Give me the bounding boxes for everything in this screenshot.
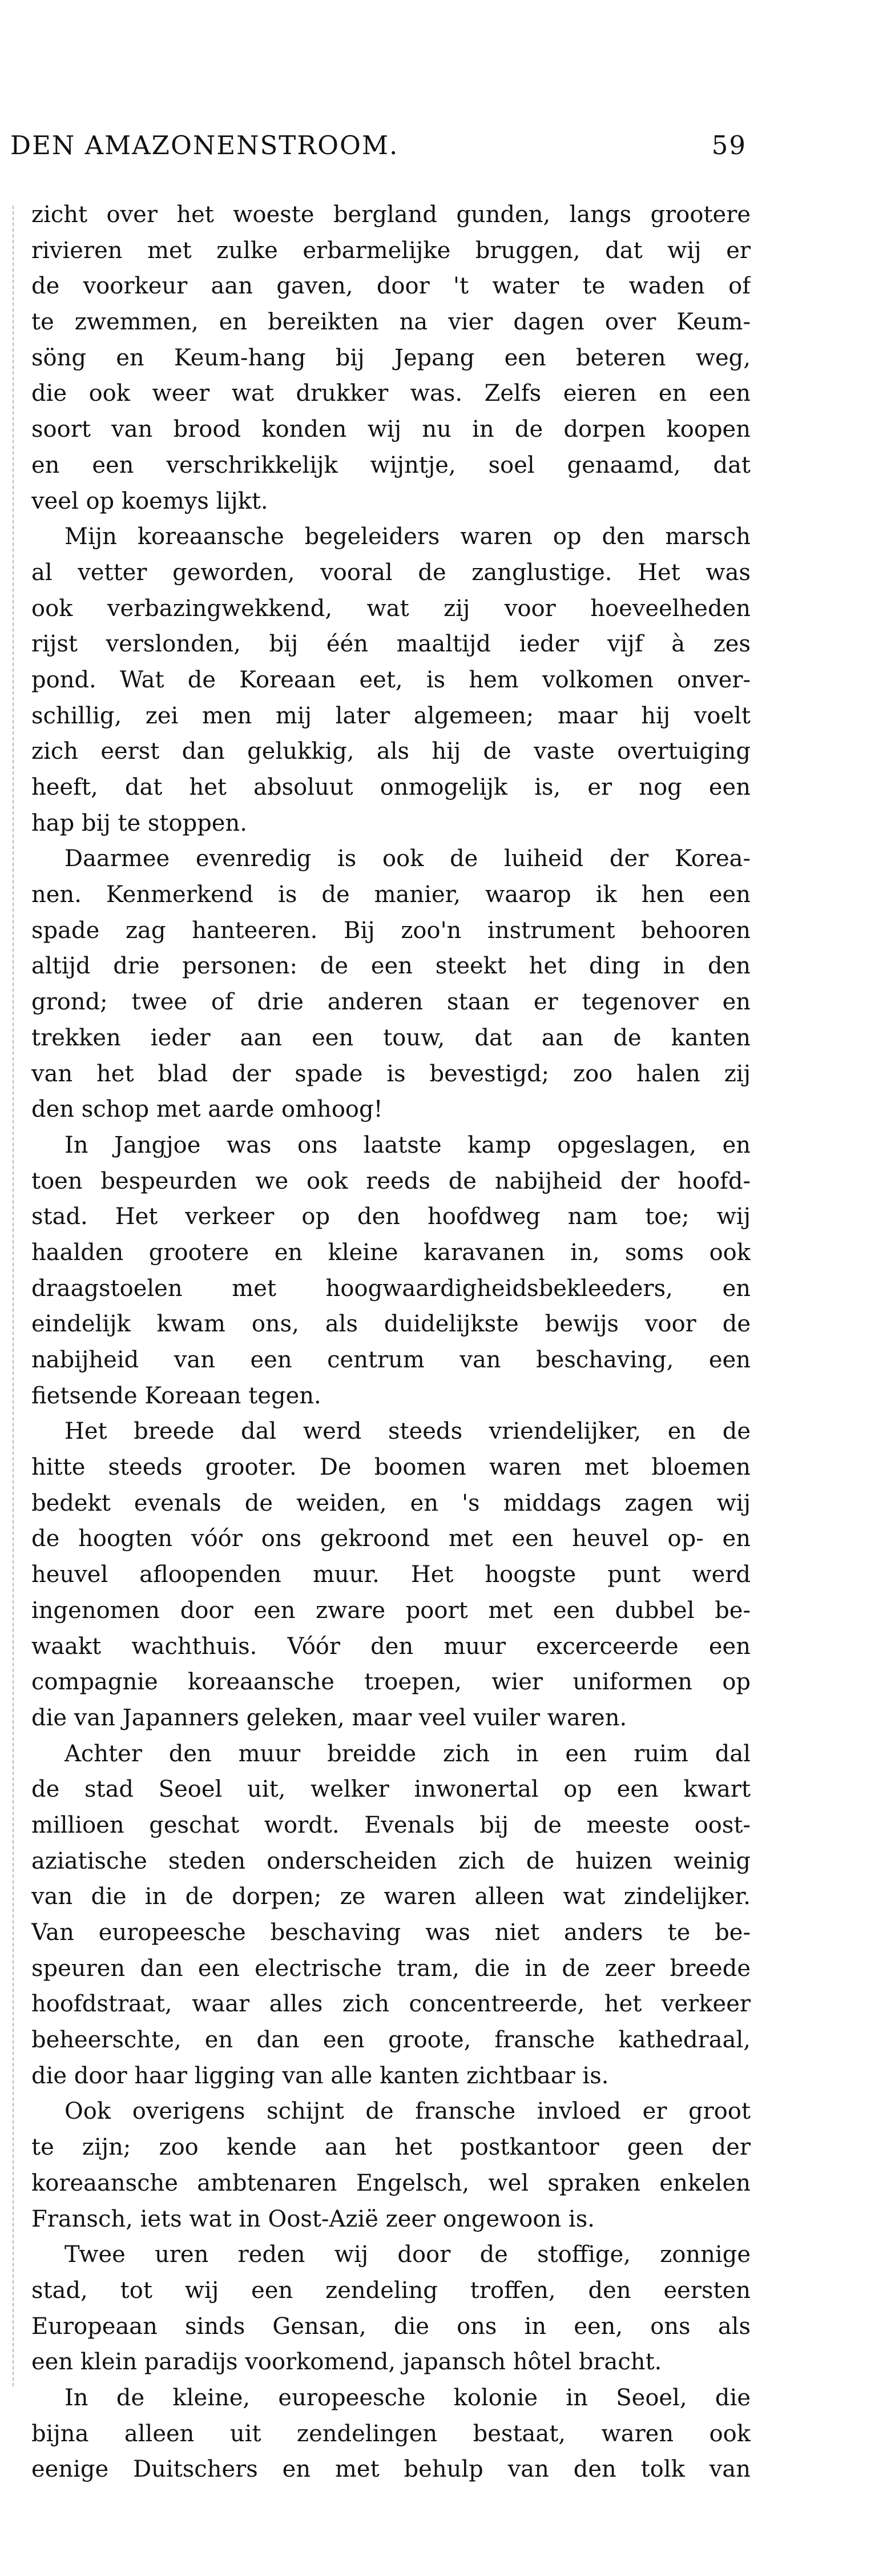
text-line: beheerschte, en dan een groote, fransche kathedraal, — [31, 2027, 751, 2054]
text-line: te zijn; zoo kende aan het postkantoor geen der — [31, 2134, 751, 2161]
text-line: stad, tot wij een zendeling troffen, den eersten — [31, 2277, 751, 2304]
text-line: altijd drie personen: de een steekt het ding in den — [31, 953, 751, 980]
text-line: en een verschrikkelijk wijntje, soel genaamd, dat — [31, 452, 751, 478]
text-line: koreaansche ambtenaren Engelsch, wel spraken enkelen — [31, 2170, 751, 2196]
text-line: rivieren met zulke erbarmelijke bruggen, dat wij er — [31, 237, 751, 264]
text-line: de voorkeur aan gaven, door 't water te waden of — [31, 273, 751, 300]
text-line: hoofdstraat, waar alles zich concentreerde, het verkeer — [31, 1991, 751, 2018]
text-line: söng en Keum-hang bij Jepang een beteren weg, — [31, 344, 751, 371]
text-line: al vetter geworden, vooral de zanglustige. Het was — [31, 559, 751, 586]
text-line: Het breede dal werd steeds vriendelijker, en de — [64, 1418, 751, 1445]
text-line: Achter den muur breidde zich in een ruim dal — [64, 1740, 751, 1767]
text-line: rijst verslonden, bij één maaltijd ieder vijf à zes — [31, 631, 751, 658]
text-line: draagstoelen met hoogwaardigheidsbekleeders, en — [31, 1275, 751, 1302]
text-line: toen bespeurden we ook reeds de nabijheid der hoofd- — [31, 1168, 751, 1194]
text-line: Fransch, iets wat in Oost-Azië zeer ongewoon is. — [31, 2205, 595, 2232]
text-line: soort van brood konden wij nu in de dorpen koopen — [31, 416, 751, 443]
text-line: te zwemmen, en bereikten na vier dagen over Keum- — [31, 309, 751, 336]
margin-rule — [13, 206, 14, 2386]
text-line: hap bij te stoppen. — [31, 810, 247, 836]
text-line: bedekt evenals de weiden, en 's middags zagen wij — [31, 1490, 751, 1516]
text-line: een klein paradijs voorkomend, japansch hôtel bracht. — [31, 2349, 662, 2376]
text-line: van het blad der spade is bevestigd; zoo halen zij — [31, 1060, 751, 1087]
text-line: haalden grootere en kleine karavanen in, soms ook — [31, 1239, 751, 1266]
text-line: trekken ieder aan een touw, dat aan de kanten — [31, 1024, 751, 1051]
text-line: waakt wachthuis. Vóór den muur excerceerde een — [31, 1633, 751, 1660]
text-line: de hoogten vóór ons gekroond met een heuvel op- en — [31, 1526, 751, 1552]
text-line: millioen geschat wordt. Evenals bij de meeste oost- — [31, 1812, 751, 1838]
text-line: heeft, dat het absoluut onmogelijk is, er nog een — [31, 774, 751, 800]
text-line: In Jangjoe was ons laatste kamp opgeslagen, en — [64, 1132, 751, 1158]
text-line: schillig, zei men mij later algemeen; maar hij voelt — [31, 702, 751, 729]
text-line: bijna alleen uit zendelingen bestaat, waren ook — [31, 2420, 751, 2447]
text-line: Daarmee evenredig is ook de luiheid der Korea- — [64, 846, 751, 872]
text-line: fietsende Koreaan tegen. — [31, 1382, 321, 1409]
text-line: de stad Seoel uit, welker inwonertal op een kwart — [31, 1776, 751, 1803]
text-line: spade zag hanteeren. Bij zoo'n instrument behooren — [31, 917, 751, 944]
text-line: hitte steeds grooter. De boomen waren met bloemen — [31, 1454, 751, 1481]
text-line: stad. Het verkeer op den hoofdweg nam toe; wij — [31, 1204, 751, 1230]
text-line: grond; twee of drie anderen staan er tegenover en — [31, 989, 751, 1016]
text-line: Europeaan sinds Gensan, die ons in een, ons als — [31, 2313, 751, 2340]
text-line: die door haar ligging van alle kanten zichtbaar is. — [31, 2062, 609, 2089]
page-number: 59 — [711, 130, 747, 160]
text-line: zich eerst dan gelukkig, als hij de vaste overtuiging — [31, 738, 751, 765]
text-line: Twee uren reden wij door de stoffige, zonnige — [64, 2241, 751, 2268]
text-line: pond. Wat de Koreaan eet, is hem volkomen onver- — [31, 666, 751, 693]
text-line: eenige Duitschers en met behulp van den tolk van — [31, 2456, 751, 2483]
text-line: eindelijk kwam ons, als duidelijkste bewijs voor de — [31, 1311, 751, 1338]
running-head — [10, 126, 747, 166]
text-line: ingenomen door een zware poort met een dubbel be- — [31, 1597, 751, 1624]
text-line: van die in de dorpen; ze waren alleen wat zindelijker. — [31, 1883, 751, 1910]
text-line: die ook weer wat drukker was. Zelfs eieren en een — [31, 380, 751, 407]
body-text — [31, 197, 751, 2488]
text-line: speuren dan een electrische tram, die in de zeer breede — [31, 1955, 751, 1982]
text-line: compagnie koreaansche troepen, wier uniformen op — [31, 1669, 751, 1696]
text-line: heuvel afloopenden muur. Het hoogste punt werd — [31, 1561, 751, 1588]
text-line: veel op koemys lijkt. — [31, 488, 268, 514]
text-line: ook verbazingwekkend, wat zij voor hoeveelheden — [31, 595, 751, 622]
text-line: Mijn koreaansche begeleiders waren op den marsch — [64, 524, 751, 550]
text-line: nen. Kenmerkend is de manier, waarop ik hen een — [31, 882, 751, 908]
text-line: die van Japanners geleken, maar veel vuiler waren. — [31, 1704, 627, 1731]
running-title: DEN AMAZONENSTROOM. — [10, 130, 399, 160]
text-line: aziatische steden onderscheiden zich de huizen weinig — [31, 1848, 751, 1874]
text-line: Ook overigens schijnt de fransche invloed er groot — [64, 2098, 751, 2125]
text-line: nabijheid van een centrum van beschaving, een — [31, 1347, 751, 1373]
text-line: zicht over het woeste bergland gunden, langs grootere — [31, 202, 751, 228]
text-line: Van europeesche beschaving was niet anders te be- — [31, 1919, 751, 1946]
text-line: den schop met aarde omhoog! — [31, 1096, 383, 1123]
text-line: In de kleine, europeesche kolonie in Seoel, die — [64, 2384, 751, 2411]
